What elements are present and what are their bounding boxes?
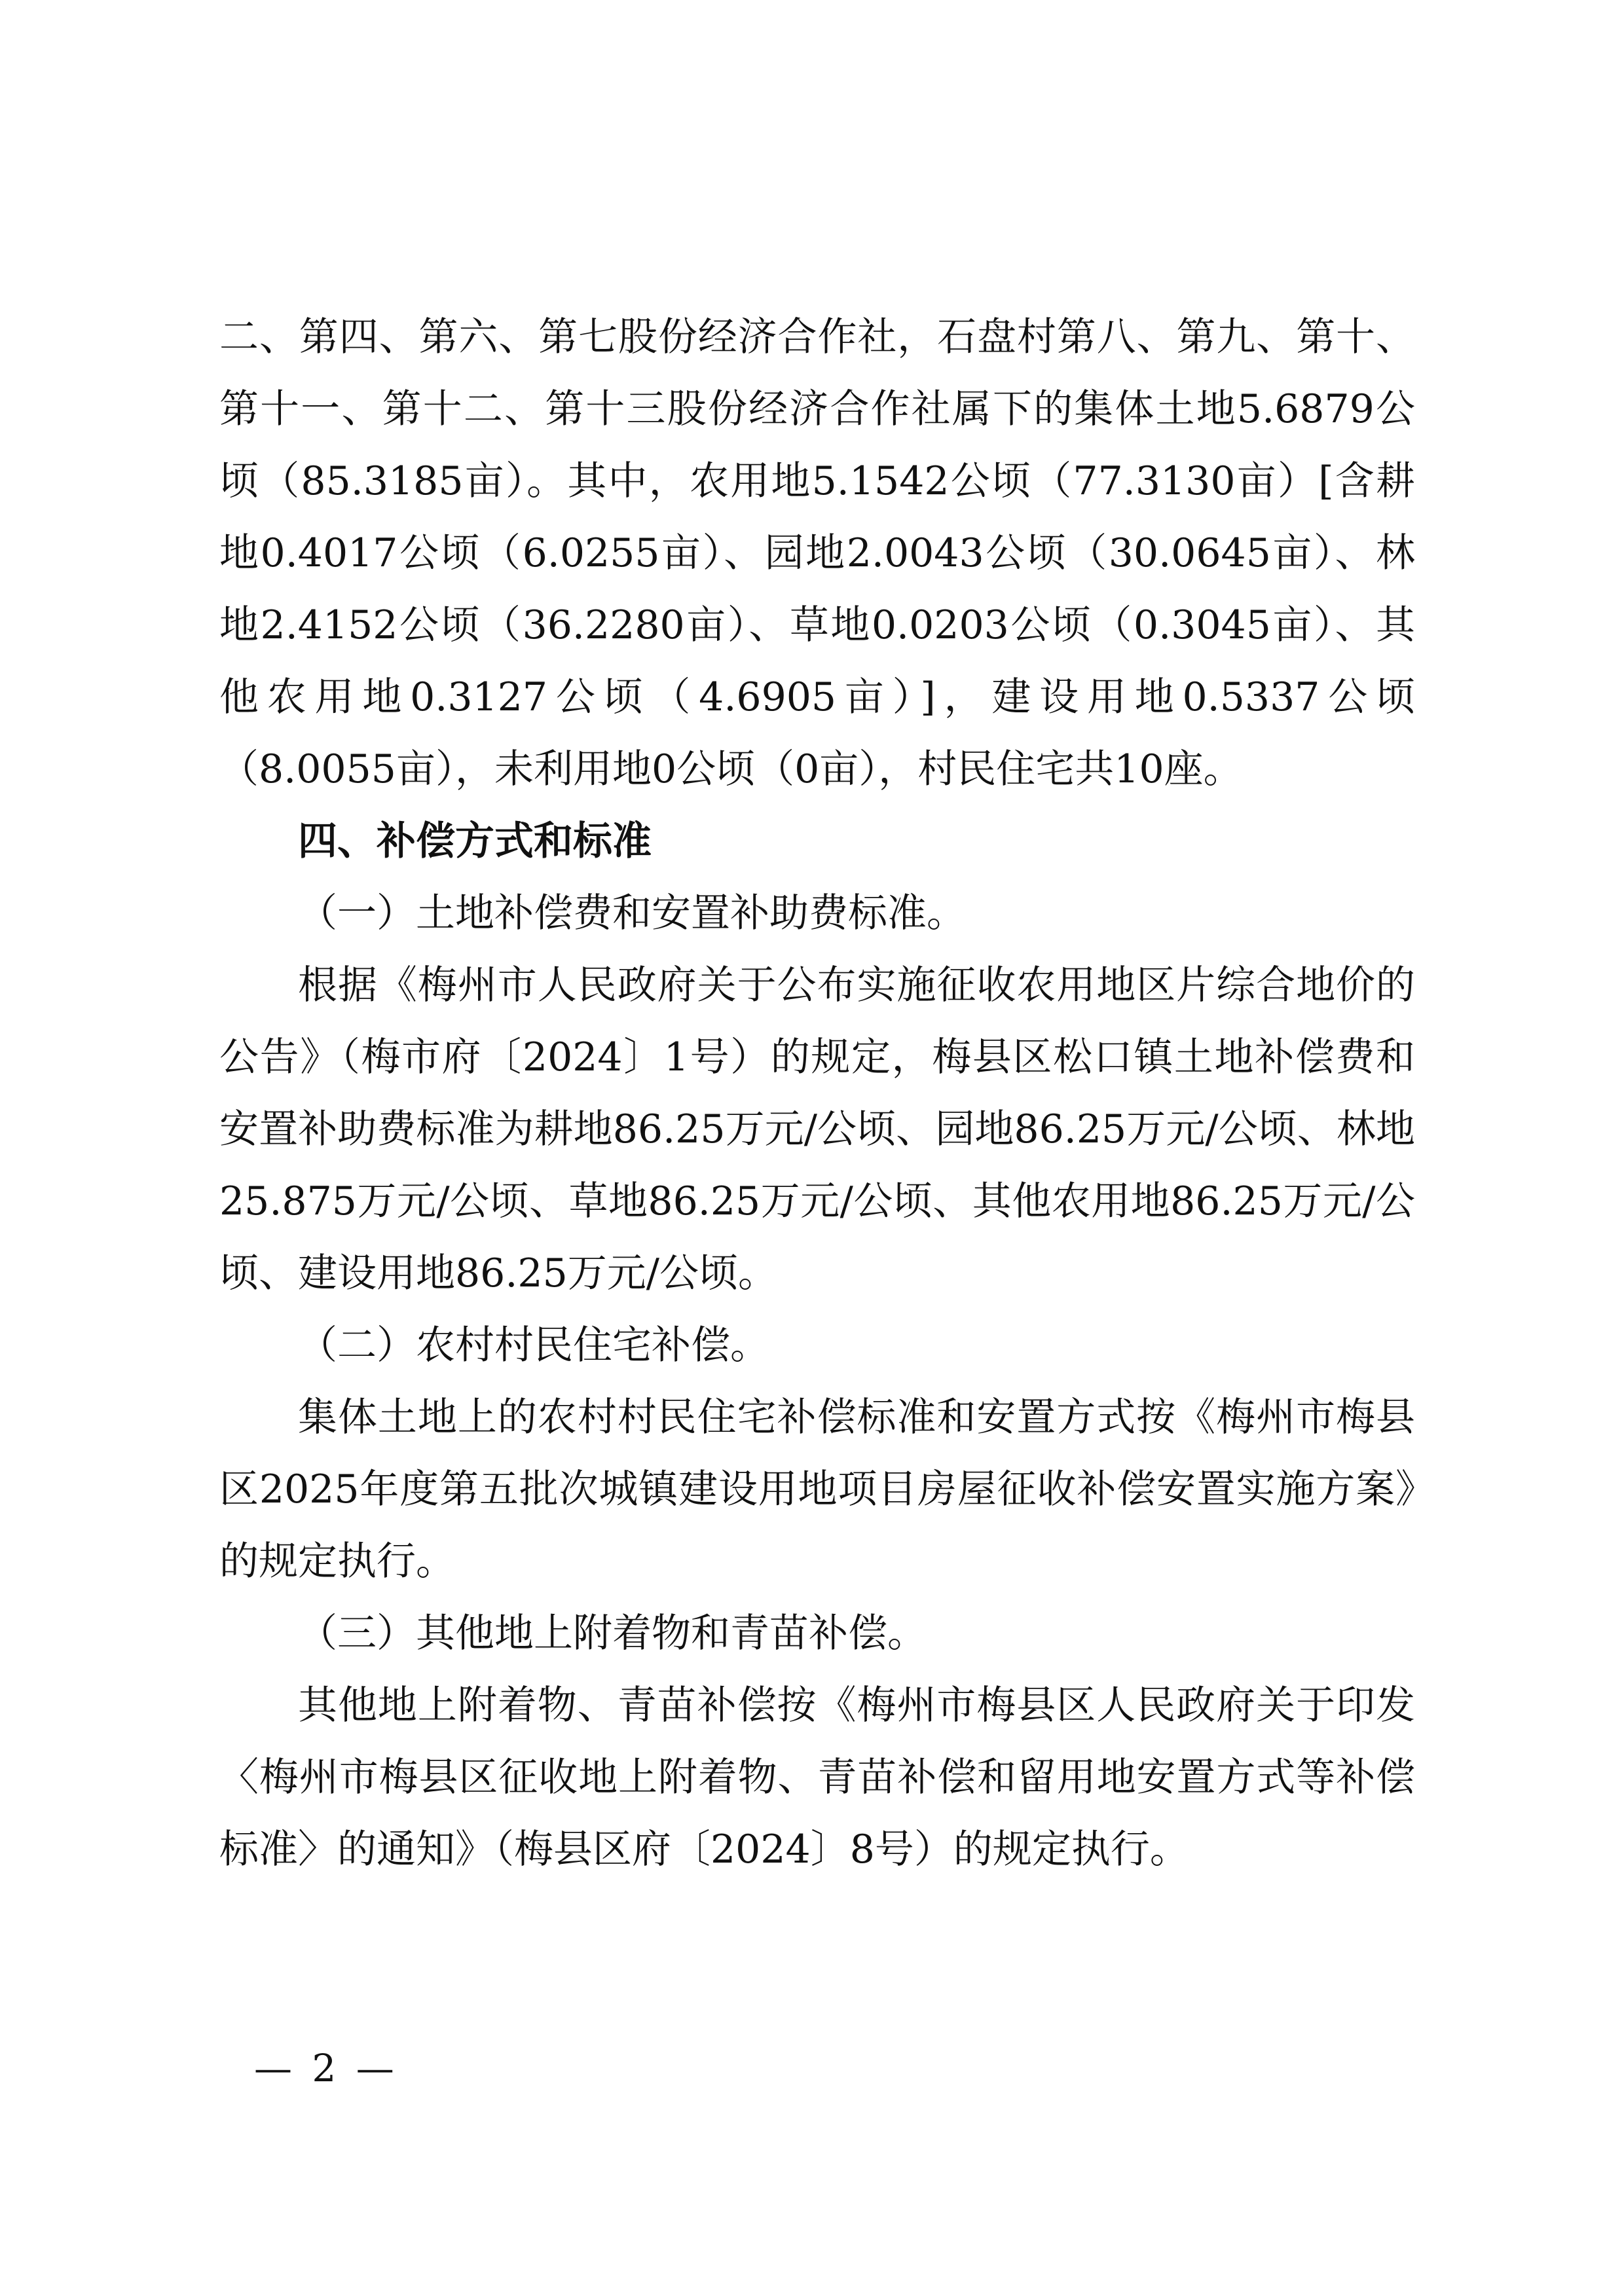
paragraph-housing-compensation: 集体土地上的农村村民住宅补偿标准和安置方式按《梅州市梅县区2025年度第五批次城镇建设用地项目房屋征收补偿安置实施方案》的规定执行。 (219, 1394, 1415, 1584)
subheading-attachments-compensation: （三）其他地上附着物和青苗补偿。 (298, 1611, 927, 1656)
continuation-paragraph: 二、第四、第六、第七股份经济合作社，石盘村第八、第九、第十、第十一、第十二、第十三股份经济合作社属下的集体土地5.6879公顷（85.3185亩）。其中，农用地5.1542公顷（77.3130亩）[含耕地0.4017公顷（6.0255亩）、园地2.0043公顷（30.0645亩）、林地2.4152公顷（36.2280亩）、草地0.0203公顷（0.3045亩）、其他农用地0.3127公顷（4.6905亩）]，建设用地0.5337公顷（8.0055亩），未利用地0公顷（0亩），村民住宅共10座。 (219, 314, 1415, 792)
paragraph-attachments-compensation: 其他地上附着物、青苗补偿按《梅州市梅县区人民政府关于印发〈梅州市梅县区征收地上附着物、青苗补偿和留用地安置方式等补偿标准〉的通知》（梅县区府〔2024〕8号）的规定执行。 (219, 1683, 1415, 1872)
subheading-housing-compensation: （二）农村村民住宅补偿。 (298, 1322, 769, 1368)
subheading-land-compensation: （一）土地补偿费和安置补助费标准。 (298, 890, 966, 936)
document-body (219, 301, 1415, 1886)
paragraph-land-compensation: 根据《梅州市人民政府关于公布实施征收农用地区片综合地价的公告》（梅市府〔2024〕1号）的规定，梅县区松口镇土地补偿费和安置补助费标准为耕地86.25万元/公顷、园地86.25万元/公顷、林地25.875万元/公顷、草地86.25万元/公顷、其他农用地86.25万元/公顷、建设用地86.25万元/公顷。 (219, 962, 1415, 1296)
page-number: — 2 — (254, 2046, 398, 2090)
section-heading-compensation: 四、补偿方式和标准 (298, 818, 652, 864)
